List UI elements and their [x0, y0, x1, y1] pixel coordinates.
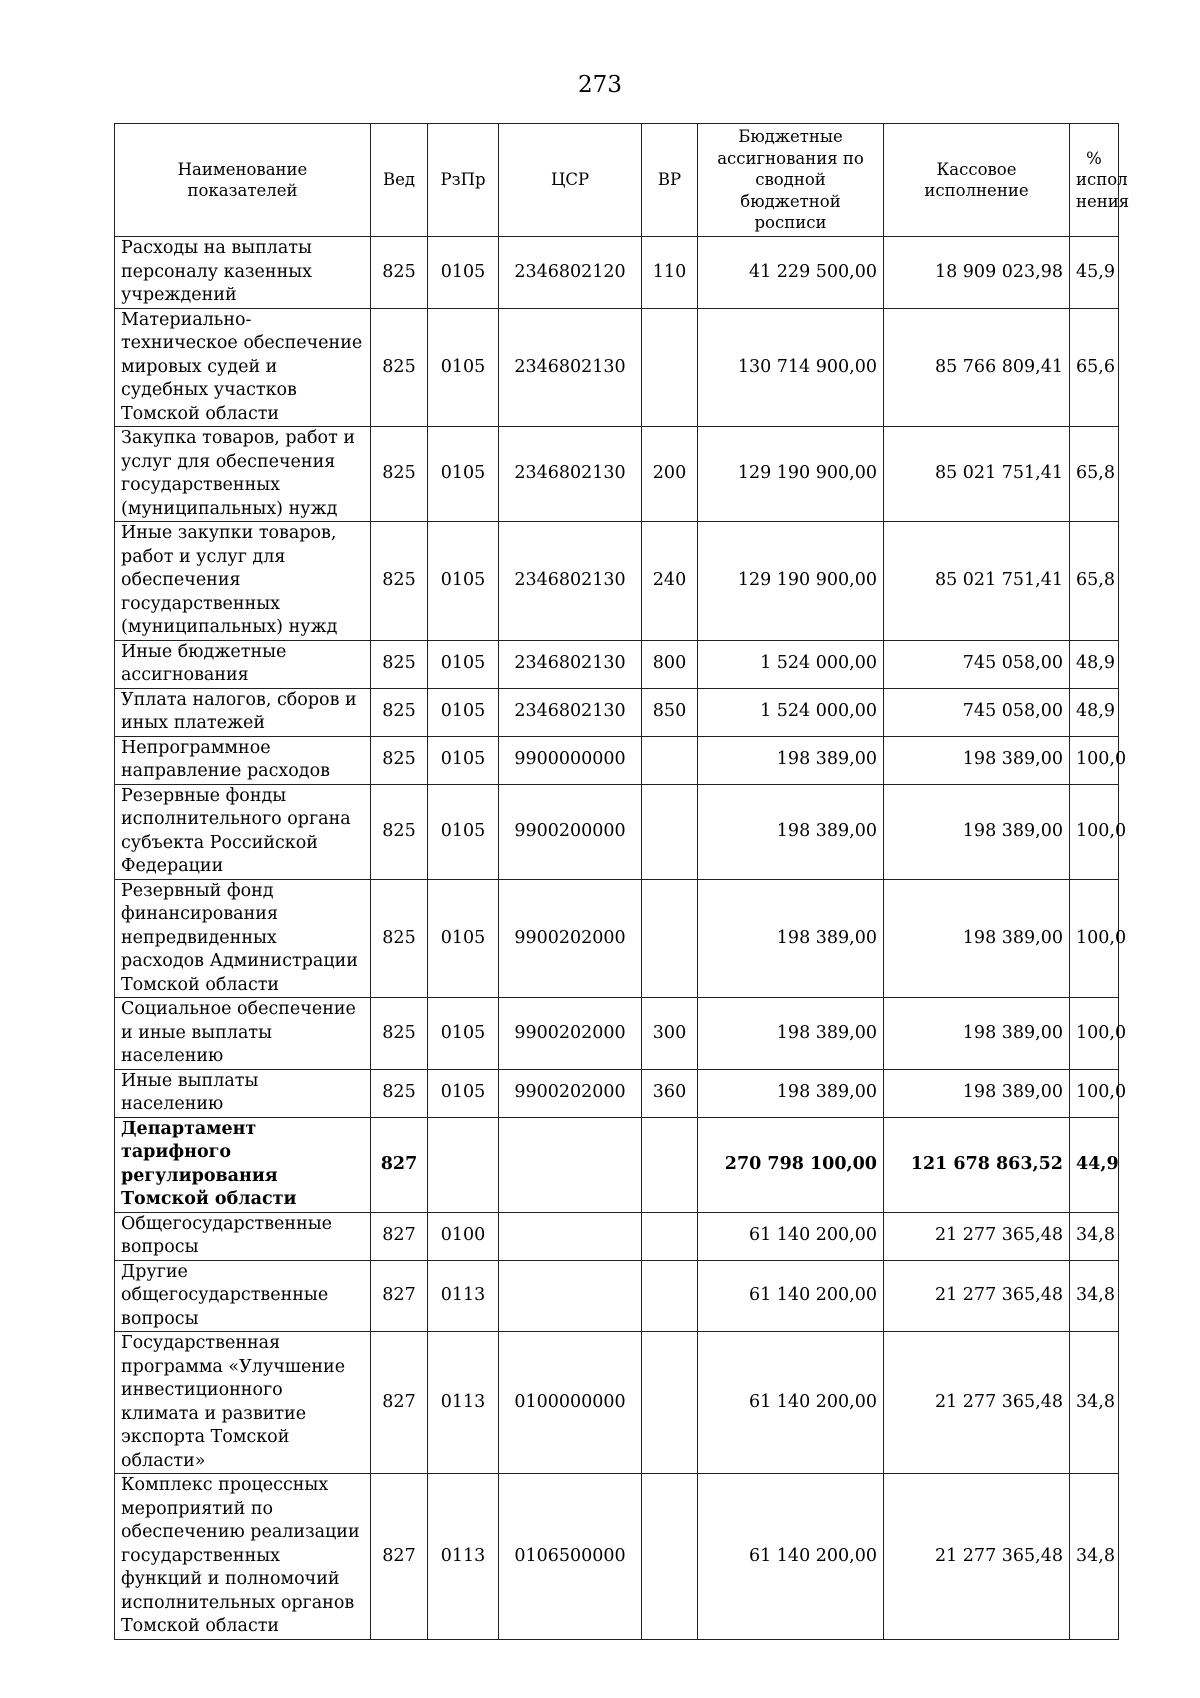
- table-row: [115, 1474, 1119, 1640]
- row-rzpr: 0105: [428, 640, 499, 688]
- row-rzpr: 0105: [428, 736, 499, 784]
- row-vr: [642, 308, 698, 427]
- row-assigned: 198 389,00: [698, 1069, 884, 1117]
- row-ved: 825: [371, 237, 428, 309]
- row-vr: [642, 1260, 698, 1332]
- header-vr: ВР: [642, 124, 698, 237]
- row-name: Социальное обеспечение и иные выплаты населению: [115, 998, 371, 1070]
- row-rzpr: 0113: [428, 1260, 499, 1332]
- row-ved: 825: [371, 998, 428, 1070]
- header-csr: ЦСР: [499, 124, 642, 237]
- row-name: Иные закупки товаров, работ и услуг для обеспечения государственных (муниципальных) нужд: [115, 522, 371, 641]
- row-cash: 18 909 023,98: [884, 237, 1070, 309]
- row-cash: 198 389,00: [884, 879, 1070, 998]
- row-pct: 100,0: [1070, 1069, 1119, 1117]
- row-assigned: 129 190 900,00: [698, 427, 884, 522]
- row-name: Уплата налогов, сборов и иных платежей: [115, 688, 371, 736]
- row-cash: 745 058,00: [884, 688, 1070, 736]
- row-rzpr: 0113: [428, 1474, 499, 1640]
- row-cash: 21 277 365,48: [884, 1332, 1070, 1474]
- row-pct: 100,0: [1070, 784, 1119, 879]
- table-row: [115, 1260, 1119, 1332]
- row-csr: 2346802120: [499, 237, 642, 309]
- row-pct: 65,8: [1070, 522, 1119, 641]
- row-assigned: 198 389,00: [698, 784, 884, 879]
- row-assigned: 61 140 200,00: [698, 1332, 884, 1474]
- row-vr: 360: [642, 1069, 698, 1117]
- row-ved: 827: [371, 1332, 428, 1474]
- row-name: Общегосударственные вопросы: [115, 1212, 371, 1260]
- table-row: [115, 237, 1119, 309]
- row-csr: 9900202000: [499, 879, 642, 998]
- table-row: [115, 1332, 1119, 1474]
- row-rzpr: 0105: [428, 308, 499, 427]
- row-rzpr: 0105: [428, 522, 499, 641]
- row-name: Иные выплаты населению: [115, 1069, 371, 1117]
- row-name: Резервный фонд финансирования непредвиденных расходов Администрации Томской области: [115, 879, 371, 998]
- row-assigned: 198 389,00: [698, 879, 884, 998]
- row-rzpr: 0105: [428, 427, 499, 522]
- row-ved: 825: [371, 688, 428, 736]
- header-assigned: Бюджетные ассигнования по сводной бюджетной росписи: [698, 124, 884, 237]
- row-cash: 198 389,00: [884, 998, 1070, 1070]
- row-csr: 9900000000: [499, 736, 642, 784]
- table-row: [115, 688, 1119, 736]
- row-pct: 65,8: [1070, 427, 1119, 522]
- row-rzpr: 0113: [428, 1332, 499, 1474]
- row-csr: [499, 1212, 642, 1260]
- table-row: [115, 640, 1119, 688]
- row-vr: [642, 1332, 698, 1474]
- row-pct: 34,8: [1070, 1474, 1119, 1640]
- row-vr: [642, 879, 698, 998]
- row-rzpr: 0105: [428, 784, 499, 879]
- table-row: [115, 308, 1119, 427]
- row-csr: [499, 1117, 642, 1212]
- row-csr: 9900202000: [499, 998, 642, 1070]
- row-assigned: 198 389,00: [698, 736, 884, 784]
- row-pct: 100,0: [1070, 998, 1119, 1070]
- row-assigned: 41 229 500,00: [698, 237, 884, 309]
- row-ved: 827: [371, 1117, 428, 1212]
- row-vr: [642, 736, 698, 784]
- row-pct: 100,0: [1070, 736, 1119, 784]
- row-name: Непрограммное направление расходов: [115, 736, 371, 784]
- row-vr: 850: [642, 688, 698, 736]
- row-cash: 85 021 751,41: [884, 522, 1070, 641]
- row-ved: 825: [371, 522, 428, 641]
- row-rzpr: 0105: [428, 237, 499, 309]
- row-vr: 200: [642, 427, 698, 522]
- row-name: Материально-техническое обеспечение мировых судей и судебных участков Томской области: [115, 308, 371, 427]
- row-csr: [499, 1260, 642, 1332]
- header-ved: Вед: [371, 124, 428, 237]
- row-vr: 110: [642, 237, 698, 309]
- row-name: Резервные фонды исполнительного органа субъекта Российской Федерации: [115, 784, 371, 879]
- row-pct: 34,8: [1070, 1332, 1119, 1474]
- row-ved: 825: [371, 879, 428, 998]
- row-assigned: 61 140 200,00: [698, 1474, 884, 1640]
- row-ved: 827: [371, 1212, 428, 1260]
- header-rzpr: РзПр: [428, 124, 499, 237]
- row-csr: 9900200000: [499, 784, 642, 879]
- table-row: [115, 1069, 1119, 1117]
- row-vr: [642, 1117, 698, 1212]
- row-cash: 198 389,00: [884, 1069, 1070, 1117]
- row-cash: 198 389,00: [884, 736, 1070, 784]
- table-row: [115, 522, 1119, 641]
- row-ved: 825: [371, 1069, 428, 1117]
- row-assigned: 61 140 200,00: [698, 1260, 884, 1332]
- row-vr: [642, 1212, 698, 1260]
- budget-execution-table: [114, 123, 1130, 1640]
- header-cash: Кассовое исполнение: [884, 124, 1070, 237]
- row-rzpr: [428, 1117, 499, 1212]
- row-ved: 827: [371, 1474, 428, 1640]
- row-pct: 34,8: [1070, 1260, 1119, 1332]
- row-cash: 198 389,00: [884, 784, 1070, 879]
- table-row: [115, 998, 1119, 1070]
- row-csr: 2346802130: [499, 522, 642, 641]
- row-name: Департамент тарифного регулирования Томской области: [115, 1117, 371, 1212]
- row-pct: 48,9: [1070, 688, 1119, 736]
- row-csr: 2346802130: [499, 427, 642, 522]
- row-ved: 825: [371, 640, 428, 688]
- row-name: Расходы на выплаты персоналу казенных учреждений: [115, 237, 371, 309]
- row-cash: 21 277 365,48: [884, 1212, 1070, 1260]
- row-pct: 45,9: [1070, 237, 1119, 309]
- row-rzpr: 0105: [428, 998, 499, 1070]
- header-name: Наименование показателей: [115, 124, 371, 237]
- table-body: [115, 237, 1127, 1640]
- row-rzpr: 0105: [428, 879, 499, 998]
- row-assigned: 1 524 000,00: [698, 688, 884, 736]
- row-pct: 34,8: [1070, 1212, 1119, 1260]
- row-name: Закупка товаров, работ и услуг для обеспечения государственных (муниципальных) нужд: [115, 427, 371, 522]
- row-pct: 48,9: [1070, 640, 1119, 688]
- row-assigned: 270 798 100,00: [698, 1117, 884, 1212]
- page-number: 273: [578, 72, 622, 98]
- row-vr: [642, 784, 698, 879]
- table-header-row: [115, 124, 1119, 237]
- row-csr: 2346802130: [499, 640, 642, 688]
- table-row: [115, 1117, 1119, 1212]
- row-rzpr: 0105: [428, 688, 499, 736]
- row-cash: 121 678 863,52: [884, 1117, 1070, 1212]
- row-cash: 21 277 365,48: [884, 1474, 1070, 1640]
- row-csr: 2346802130: [499, 688, 642, 736]
- row-cash: 21 277 365,48: [884, 1260, 1070, 1332]
- row-name: Комплекс процессных мероприятий по обеспечению реализации государственных функций и полномочий исполнительных органов Томской области: [115, 1474, 371, 1640]
- table-row: [115, 427, 1119, 522]
- row-ved: 825: [371, 308, 428, 427]
- row-ved: 825: [371, 784, 428, 879]
- row-cash: 85 021 751,41: [884, 427, 1070, 522]
- row-csr: 0100000000: [499, 1332, 642, 1474]
- row-csr: 9900202000: [499, 1069, 642, 1117]
- table-row: [115, 784, 1119, 879]
- table-row: [115, 736, 1119, 784]
- row-assigned: 130 714 900,00: [698, 308, 884, 427]
- row-cash: 85 766 809,41: [884, 308, 1070, 427]
- table-row: [115, 1212, 1119, 1260]
- row-pct: 44,9: [1070, 1117, 1119, 1212]
- row-assigned: 1 524 000,00: [698, 640, 884, 688]
- header-pct: % испол нения: [1070, 124, 1119, 237]
- row-name: Иные бюджетные ассигнования: [115, 640, 371, 688]
- row-assigned: 61 140 200,00: [698, 1212, 884, 1260]
- table-row: [115, 879, 1119, 998]
- row-rzpr: 0100: [428, 1212, 499, 1260]
- row-csr: 0106500000: [499, 1474, 642, 1640]
- row-ved: 825: [371, 736, 428, 784]
- row-vr: 300: [642, 998, 698, 1070]
- row-vr: 800: [642, 640, 698, 688]
- row-pct: 100,0: [1070, 879, 1119, 998]
- row-cash: 745 058,00: [884, 640, 1070, 688]
- row-pct: 65,6: [1070, 308, 1119, 427]
- row-vr: 240: [642, 522, 698, 641]
- row-name: Государственная программа «Улучшение инвестиционного климата и развитие экспорта Томской области»: [115, 1332, 371, 1474]
- row-ved: 827: [371, 1260, 428, 1332]
- row-assigned: 129 190 900,00: [698, 522, 884, 641]
- row-name: Другие общегосударственные вопросы: [115, 1260, 371, 1332]
- row-assigned: 198 389,00: [698, 998, 884, 1070]
- row-vr: [642, 1474, 698, 1640]
- row-rzpr: 0105: [428, 1069, 499, 1117]
- row-csr: 2346802130: [499, 308, 642, 427]
- row-ved: 825: [371, 427, 428, 522]
